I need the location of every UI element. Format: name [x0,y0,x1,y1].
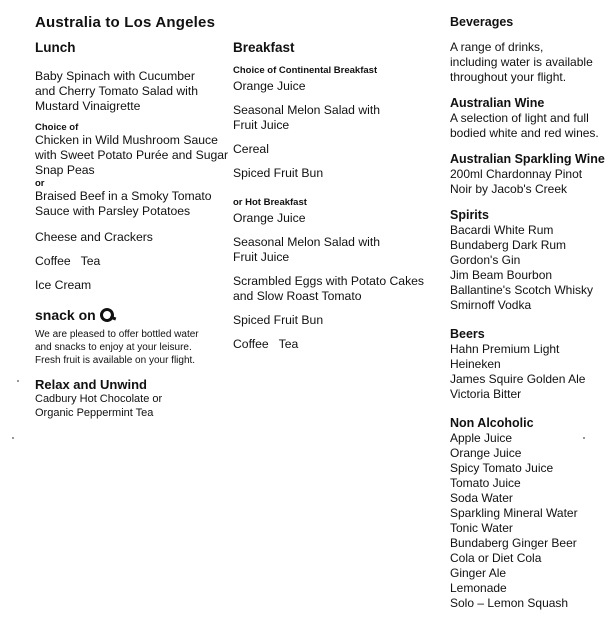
list-item: Tomato Juice [450,476,521,490]
q-logo-icon [98,306,115,323]
list-item: Bacardi White Rum [450,223,554,237]
lunch-column [35,40,235,420]
list-item: Victoria Bitter [450,387,522,401]
list-item: Heineken [450,357,501,371]
lunch-main2-line: Sauce with Parsley Potatoes [35,204,191,218]
hot-item: Coffee Tea [233,337,299,351]
relax-title: Relax and Unwind [35,377,147,392]
wine-desc-line: A selection of light and full [450,111,589,125]
scan-speck [583,437,585,439]
hot-item: Spiced Fruit Bun [233,313,324,327]
list-item: Bundaberg Dark Rum [450,238,567,252]
lunch-starter-line: and Cherry Tomato Salad with [35,84,199,98]
non-alcoholic-list [450,431,610,611]
list-item: Ginger Ale [450,566,507,580]
scan-speck [17,380,19,382]
snack-text-line: We are pleased to offer bottled water [35,329,199,340]
list-item: Gordon's Gin [450,253,521,267]
list-item: Bundaberg Ginger Beer [450,536,577,550]
beers-title: Beers [450,327,485,341]
lunch-starter-line: Mustard Vinaigrette [35,99,141,113]
beverages-intro-line: including water is available [450,55,593,69]
hot-item-line2: and Slow Roast Tomato [233,289,362,303]
lunch-main1-line: Chicken in Wild Mushroom Sauce [35,133,218,147]
route-title: Australia to Los Angeles [35,14,216,31]
beverages-intro-line: A range of drinks, [450,40,544,54]
hot-breakfast-label: or Hot Breakfast [233,197,307,208]
continental-item: Cereal [233,142,269,156]
list-item: Lemonade [450,581,507,595]
continental-item: Spiced Fruit Bun [233,166,324,180]
list-item: Solo – Lemon Squash [450,596,569,610]
continental-label: Choice of Continental Breakfast [233,65,378,76]
beers-list [450,342,610,402]
list-item: Sparkling Mineral Water [450,506,578,520]
continental-item-line2: Fruit Juice [233,118,290,132]
lunch-or-label: or [35,178,45,189]
relax-text-line: Organic Peppermint Tea [35,407,154,419]
list-item: Smirnoff Vodka [450,298,532,312]
lunch-dessert: Ice Cream [35,278,92,292]
beverages-column [450,15,610,611]
lunch-drinks: Coffee Tea [35,254,101,268]
beverages-title: Beverages [450,15,514,29]
lunch-title: Lunch [35,40,76,55]
lunch-cheese: Cheese and Crackers [35,230,153,244]
sparkling-desc-line: 200ml Chardonnay Pinot [450,167,583,181]
hot-item-line2: Fruit Juice [233,250,290,264]
list-item: Orange Juice [450,446,522,460]
list-item: Cola or Diet Cola [450,551,542,565]
snack-text-line: and snacks to enjoy at your leisure. [35,342,192,353]
list-item: Apple Juice [450,431,513,445]
scan-speck [12,437,14,439]
beverages-intro-line: throughout your flight. [450,70,567,84]
lunch-choice-label: Choice of [35,122,79,133]
sparkling-title: Australian Sparkling Wine [450,152,605,166]
snack-title-text: snack on [35,307,96,323]
continental-item: Orange Juice [233,79,306,93]
non-alcoholic-title: Non Alcoholic [450,416,534,430]
lunch-starter-line: Baby Spinach with Cucumber [35,69,195,83]
list-item: James Squire Golden Ale [450,372,586,386]
list-item: Ballantine's Scotch Whisky [450,283,594,297]
wine-desc-line: bodied white and red wines. [450,126,599,140]
hot-item: Orange Juice [233,211,306,225]
lunch-main1-line: Snap Peas [35,163,95,177]
lunch-main1-line: with Sweet Potato Purée and Sugar [35,148,229,162]
wine-title: Australian Wine [450,96,545,110]
continental-item: Seasonal Melon Salad with [233,103,381,117]
sparkling-desc-line: Noir by Jacob's Creek [450,182,567,196]
hot-item: Scrambled Eggs with Potato Cakes [233,274,425,288]
snack-title [35,307,114,323]
list-item: Hahn Premium Light [450,342,560,356]
list-item: Spicy Tomato Juice [450,461,554,475]
hot-item: Seasonal Melon Salad with [233,235,381,249]
spirits-list [450,223,610,313]
relax-text-line: Cadbury Hot Chocolate or [35,393,163,405]
breakfast-column [233,40,433,352]
list-item: Tonic Water [450,521,513,535]
snack-text-line: Fresh fruit is available on your flight. [35,355,196,366]
list-item: Soda Water [450,491,513,505]
list-item: Jim Beam Bourbon [450,268,553,282]
lunch-main2-line: Braised Beef in a Smoky Tomato [35,189,212,203]
spirits-title: Spirits [450,208,489,222]
breakfast-title: Breakfast [233,40,295,55]
